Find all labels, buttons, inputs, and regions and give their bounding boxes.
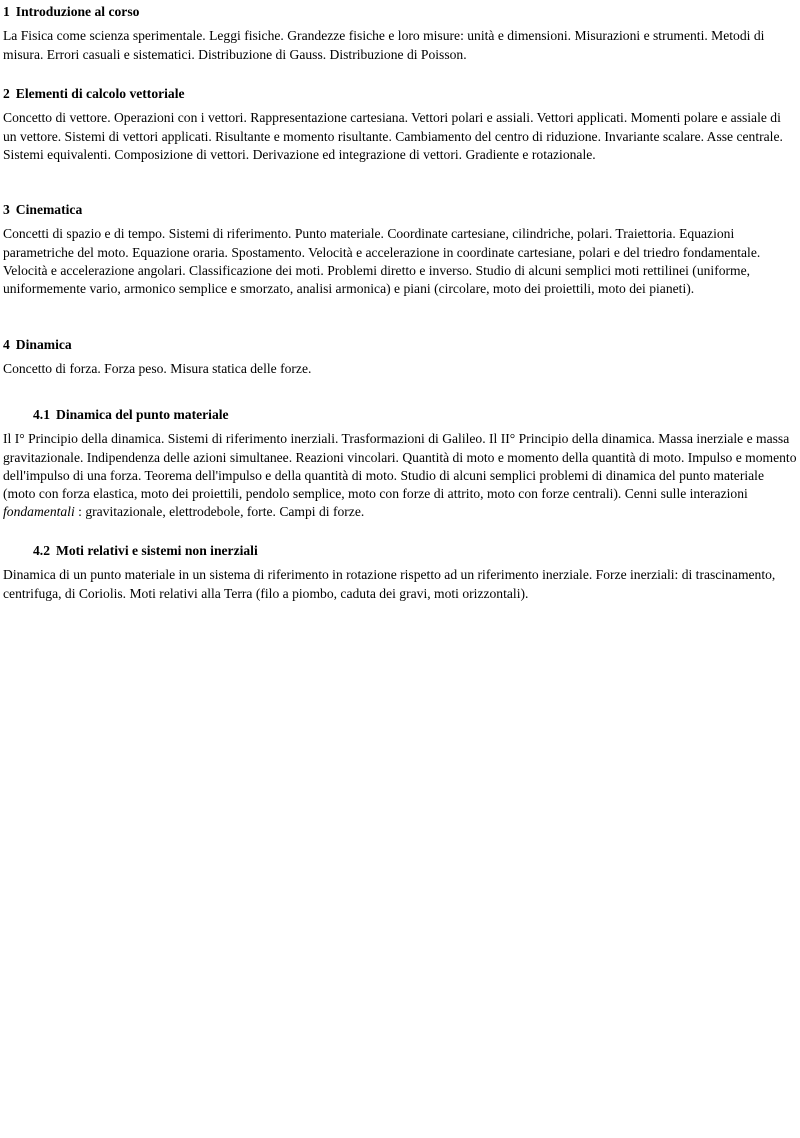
section-2 <box>3 85 797 164</box>
section-4-1 <box>3 406 797 522</box>
section-body: La Fisica come scienza sperimentale. Leggi fisiche. Grandezze fisiche e loro misure: unità e dimensioni. Misurazioni e strumenti. Metodi di misura. Errori casuali e sistematici. Distribuzione di Gauss. Distribuzione di Poisson. <box>3 28 765 62</box>
section-body: Dinamica di un punto materiale in un sistema di riferimento in rotazione rispetto ad un riferimento inerziale. Forze inerziali: di trascinamento, centrifuga, di Coriolis. Moti relativi alla Terra (filo a piombo, caduta dei gravi, moti orizzontali). <box>3 567 776 601</box>
section-heading <box>3 85 797 103</box>
section-number: 1 <box>3 4 10 19</box>
section-heading <box>3 406 797 424</box>
section-title: Introduzione al corso <box>15 4 140 19</box>
section-heading <box>3 201 797 219</box>
section-number: 4.1 <box>33 407 50 422</box>
section-number: 2 <box>3 86 10 101</box>
section-title: Dinamica del punto materiale <box>56 407 229 422</box>
section-3 <box>3 201 797 298</box>
section-number: 4 <box>3 337 10 352</box>
section-body-text: Il I° Principio della dinamica. Sistemi di riferimento inerziali. Trasformazioni di Galileo. Il II° Principio della dinamica. Massa inerziale e massa gravitazionale. Indipendenza delle azioni simultanee. Reazioni vincolari. Quantità di moto e momento della quantità di moto. Impulso e momento dell'impulso di una forza. Teorema dell'impulso e della quantità di moto. Studio di alcuni semplici problemi di dinamica del punto materiale (moto con forza elastica, moto dei proiettili, pendolo semplice, moto con forze di attrito, moto con forze centrali). Cenni sulle interazioni <box>3 431 797 502</box>
section-heading <box>3 336 797 354</box>
section-1 <box>3 3 797 64</box>
section-title: Elementi di calcolo vettoriale <box>15 86 185 101</box>
section-title: Moti relativi e sistemi non inerziali <box>56 543 258 558</box>
section-number: 4.2 <box>33 543 50 558</box>
section-body: Concetti di spazio e di tempo. Sistemi di riferimento. Punto materiale. Coordinate cartesiane, cilindriche, polari. Traiettoria. Equazioni parametriche del moto. Equazione oraria. Spostamento. Velocità e accelerazione in coordinate cartesiane, polari e del triedro fondamentale. Velocità e accelerazione angolari. Classificazione dei moti. Problemi diretto e inverso. Studio di alcuni semplici moti rettilinei (uniforme, uniformemente vario, armonico semplice e smorzato, analisi armonica) e piani (circolare, moto dei proiettili, moto dei pianeti). <box>3 226 761 297</box>
section-body: Concetto di vettore. Operazioni con i vettori. Rappresentazione cartesiana. Vettori polari e assiali. Vettori applicati. Momenti polare e assiale di un vettore. Sistemi di vettori applicati. Risultante e momento risultante. Cambiamento del centro di riduzione. Invariante scalare. Asse centrale. Sistemi equivalenti. Composizione di vettori. Derivazione ed integrazione di vettori. Gradiente e rotazionale. <box>3 110 783 162</box>
section-body-text-end: : gravitazionale, elettrodebole, forte. Campi di forze. <box>74 504 365 520</box>
section-title: Cinematica <box>15 202 83 217</box>
section-4 <box>3 336 797 379</box>
section-number: 3 <box>3 202 10 217</box>
section-title: Dinamica <box>15 337 72 352</box>
section-heading <box>3 542 797 560</box>
section-body-italic: fondamentali <box>3 504 75 520</box>
section-body <box>3 430 797 521</box>
section-heading <box>3 3 797 21</box>
section-body: Concetto di forza. Forza peso. Misura statica delle forze. <box>3 361 312 377</box>
section-4-2 <box>3 542 797 603</box>
